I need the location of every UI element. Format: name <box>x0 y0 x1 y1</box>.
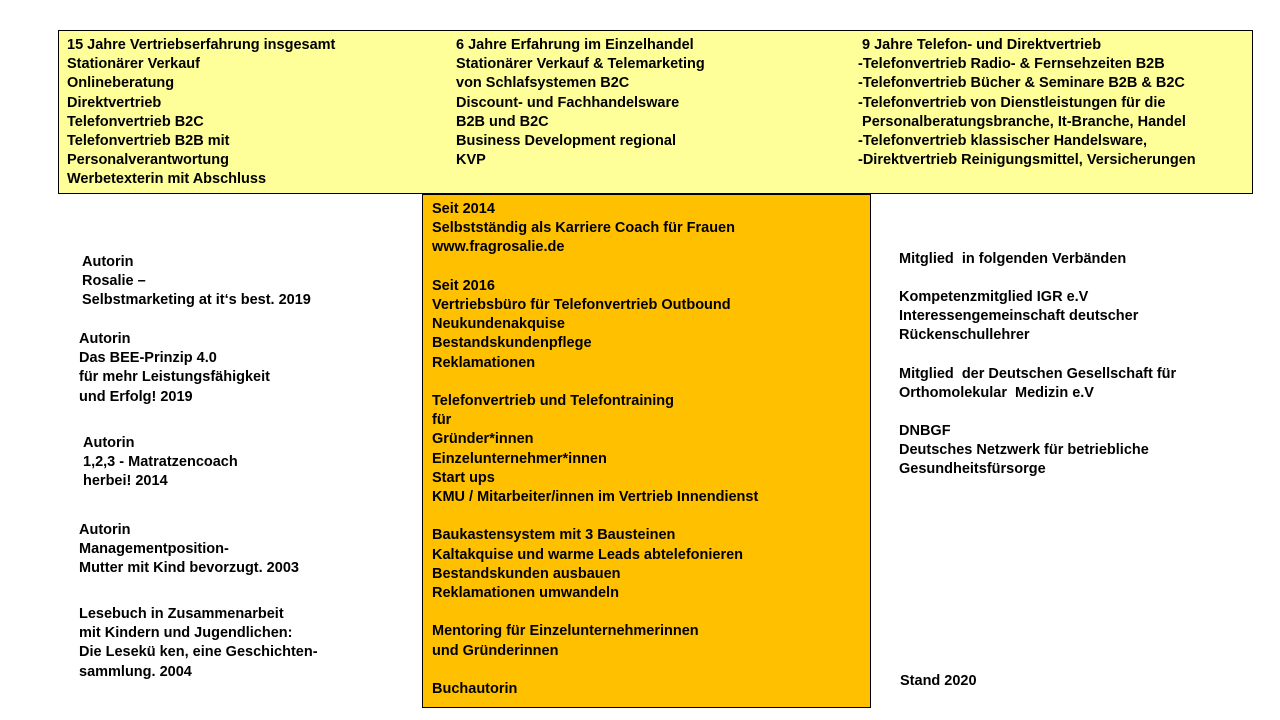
text-line: Buchautorin <box>432 681 518 697</box>
experience-column-1 <box>67 36 335 190</box>
membership-heading <box>899 250 1126 269</box>
text-line: und Erfolg! 2019 <box>79 388 193 405</box>
website-link[interactable]: www.fragrosalie.de <box>432 239 565 256</box>
text-line: Kaltakquise und warme Leads abtelefonieren <box>432 546 744 563</box>
text-line: Autorin <box>83 435 135 451</box>
book-entry-2 <box>79 330 270 407</box>
text-line: Neukundenakquise <box>432 316 565 333</box>
text-line: Gründer*innen <box>432 431 534 448</box>
text-line: 9 Jahre Telefon- und Direktvertrieb <box>858 37 1102 53</box>
text-line: Stationärer Verkauf <box>67 56 200 73</box>
text-line: Mitglied in folgenden Verbänden <box>899 251 1127 267</box>
text-line: Telefonvertrieb B2C <box>67 113 204 130</box>
membership-entry-2 <box>899 365 1176 403</box>
text-line: Baukastensystem mit 3 Bausteinen <box>432 527 676 544</box>
text-line: Autorin <box>79 522 131 538</box>
book-entry-3 <box>83 434 238 492</box>
text-line: für <box>432 412 452 429</box>
text-line: -Telefonvertrieb Radio- & Fernsehzeiten B2B <box>858 56 1165 73</box>
membership-entry-1 <box>899 288 1138 346</box>
text-line: mit Kindern und Jugendlichen: <box>79 625 293 642</box>
text-line: Direktvertrieb <box>67 94 162 111</box>
text-line: Einzelunternehmer*innen <box>432 450 607 467</box>
text-line: Bestandskundenpflege <box>432 335 592 352</box>
text-line: Stand 2020 <box>900 673 977 689</box>
text-line: Lesebuch in Zusammenarbeit <box>79 606 284 622</box>
stand-date <box>900 672 977 691</box>
text-line: KMU / Mitarbeiter/innen im Vertrieb Innendienst <box>432 489 759 506</box>
text-line: Reklamationen <box>432 354 536 371</box>
text-line: Managementposition- <box>79 541 229 558</box>
text-line: und Gründerinnen <box>432 642 559 659</box>
text-line: Selbstmarketing at it‘s best. 2019 <box>82 292 311 309</box>
text-line: Seit 2016 <box>432 277 495 294</box>
book-entry-1 <box>82 253 311 311</box>
text-line: Bestandskunden ausbauen <box>432 565 621 582</box>
text-line: Telefonvertrieb und Telefontraining <box>432 393 674 409</box>
text-line: Business Development regional <box>456 133 676 150</box>
text-line: Personalverantwortung <box>67 152 229 169</box>
text-line: -Telefonvertrieb klassischer Handelsware, <box>858 133 1148 150</box>
text-line: Selbstständig als Karriere Coach für Frauen <box>432 220 735 237</box>
text-line: von Schlafsystemen B2C <box>456 75 630 92</box>
text-line: Interessengemeinschaft deutscher <box>899 308 1139 325</box>
text-line: Personalberatungsbranche, It-Branche, Handel <box>858 113 1186 130</box>
text-line: Stationärer Verkauf & Telemarketing <box>456 56 705 73</box>
text-line: Onlineberatung <box>67 75 175 92</box>
text-line: Reklamationen umwandeln <box>432 585 619 602</box>
text-line: Gesundheitsfürsorge <box>899 461 1046 478</box>
text-line: Die Lesekü ken, eine Geschichten- <box>79 644 318 661</box>
text-line: Autorin <box>79 331 131 347</box>
book-entry-4 <box>79 521 299 579</box>
text-line: B2B und B2C <box>456 113 549 130</box>
services-text <box>432 200 758 699</box>
text-line: DNBGF <box>899 423 951 439</box>
text-line: sammlung. 2004 <box>79 663 192 680</box>
text-line: Telefonvertrieb B2B mit <box>67 133 230 150</box>
text-line: -Telefonvertrieb Bücher & Seminare B2B & B2C <box>858 75 1185 92</box>
text-line: -Direktvertrieb Reinigungsmittel, Versicherungen <box>858 152 1196 169</box>
text-line: 6 Jahre Erfahrung im Einzelhandel <box>456 37 694 53</box>
experience-column-3 <box>858 36 1196 170</box>
text-line: Start ups <box>432 469 495 486</box>
text-line: Rosalie – <box>82 273 146 290</box>
text-line: Rückenschullehrer <box>899 327 1030 344</box>
text-line: für mehr Leistungsfähigkeit <box>79 369 270 386</box>
book-entry-5 <box>79 605 318 682</box>
text-line: Vertriebsbüro für Telefonvertrieb Outbound <box>432 297 731 313</box>
text-line: Orthomolekular Medizin e.V <box>899 385 1094 402</box>
text-line: Mutter mit Kind bevorzugt. 2003 <box>79 560 299 577</box>
text-line: Kompetenzmitglied IGR e.V <box>899 289 1089 305</box>
text-line: 15 Jahre Vertriebserfahrung insgesamt <box>67 37 336 53</box>
text-line: herbei! 2014 <box>83 473 168 490</box>
text-line: Autorin <box>82 254 134 270</box>
text-line: 1,2,3 - Matratzencoach <box>83 454 238 471</box>
text-line: Das BEE-Prinzip 4.0 <box>79 350 217 367</box>
experience-column-2 <box>456 36 705 170</box>
text-line: Mitglied der Deutschen Gesellschaft für <box>899 366 1177 382</box>
text-line: -Telefonvertrieb von Dienstleistungen für die <box>858 94 1166 111</box>
text-line: KVP <box>456 152 486 169</box>
text-line: Deutsches Netzwerk für betriebliche <box>899 442 1149 459</box>
membership-entry-3 <box>899 422 1149 480</box>
text-line: Discount- und Fachhandelsware <box>456 94 680 111</box>
text-line: Seit 2014 <box>432 201 495 217</box>
text-line: Mentoring für Einzelunternehmerinnen <box>432 623 699 640</box>
text-line: Werbetexterin mit Abschluss <box>67 171 267 188</box>
